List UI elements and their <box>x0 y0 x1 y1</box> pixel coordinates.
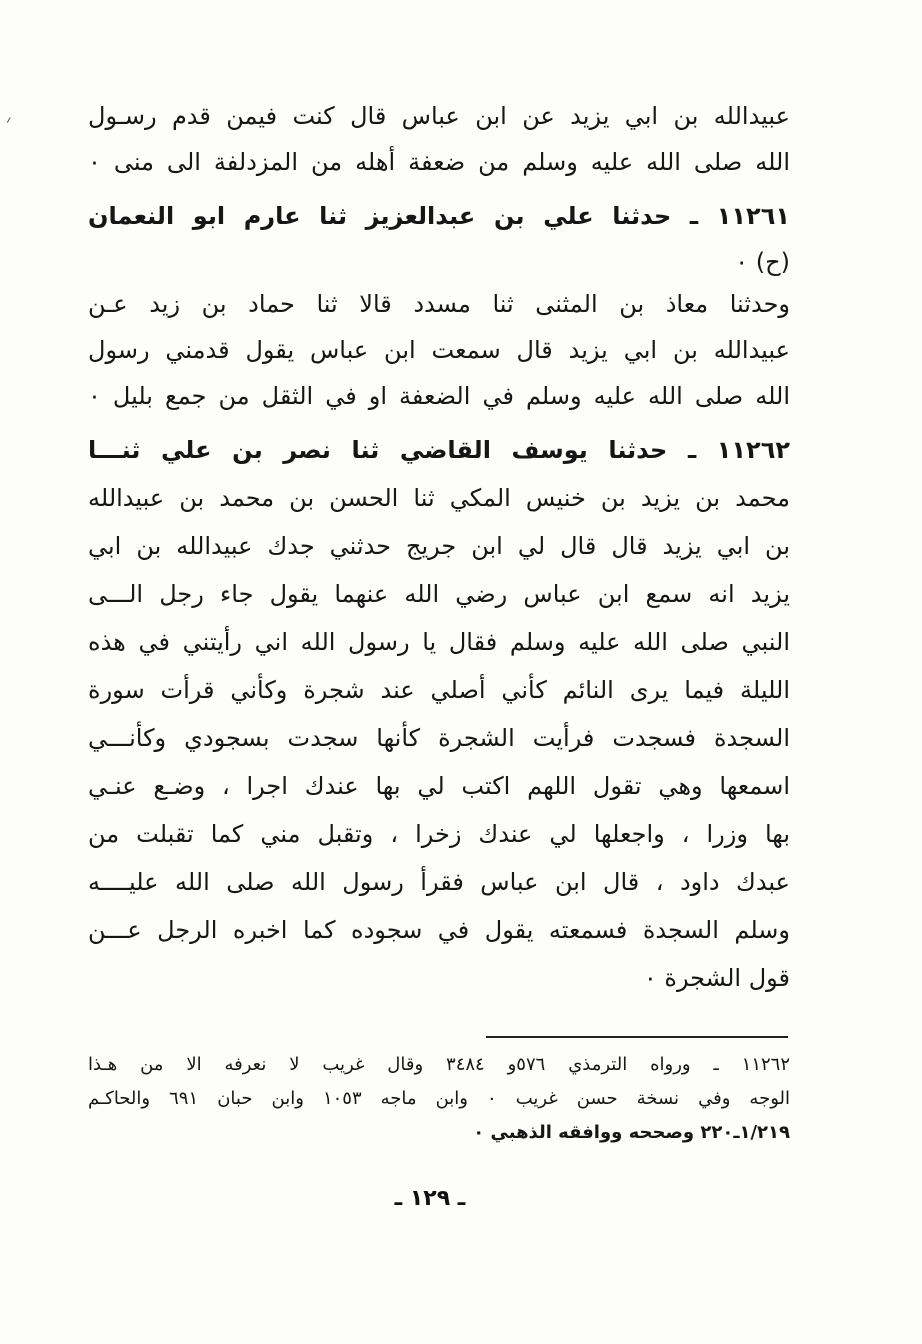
hadith-heading-11261: ١١٢٦١ ـ حدثنا علي بن عبدالعزيز ثنا عارم ابو النعمان <box>88 202 790 230</box>
hadith-body <box>88 96 790 1016</box>
body-line: الله صلى الله عليه وسلم من ضعفة أهله من المزدلفة الى منى ٠ <box>88 148 790 176</box>
body-line: وحدثنا معاذ بن المثنى ثنا مسدد قالا ثنا حماد بن زيد عـن <box>88 290 790 318</box>
footnote-line: ١١٢٦٢ ـ ورواه الترمذي ٥٧٦و ٣٤٨٤ وقال غريب لا نعرفه الا من هـذا <box>88 1054 790 1075</box>
footnotes <box>88 1050 790 1150</box>
body-line: يزيد انه سمع ابن عباس رضي الله عنهما يقول جاء رجل الـــى <box>88 580 790 608</box>
page-number: ـ ١٢٩ ـ <box>394 1186 466 1211</box>
body-line: بن ابي يزيد قال قال لي ابن جريج حدثني جدك عبيدالله بن ابي <box>88 532 790 560</box>
body-line: (ح) ٠ <box>735 248 790 276</box>
footnote-line: الوجه وفي نسخة حسن غريب ٠ وابن ماجه ١٠٥٣ وابن حبان ٦٩١ والحاكـم <box>88 1088 790 1109</box>
footnote-line: ١/٢١٩ـ٢٢٠ وصححه ووافقه الذهبي ٠ <box>473 1122 790 1143</box>
footnote-divider <box>486 1036 788 1038</box>
body-line: الله صلى الله عليه وسلم في الضعفة او في الثقل من جمع بليل ٠ <box>88 382 790 410</box>
body-line: عبدك داود ، قال ابن عباس فقرأ رسول الله صلى الله عليــــه <box>88 868 790 896</box>
body-line: وسلم السجدة فسمعته يقول في سجوده كما اخبره الرجل عـــن <box>88 916 790 944</box>
body-line: عبيدالله بن ابي يزيد قال سمعت ابن عباس يقول قدمني رسول <box>88 336 790 364</box>
margin-speck <box>7 117 14 125</box>
body-line: قول الشجرة ٠ <box>643 964 790 992</box>
body-line: بها وزرا ، واجعلها لي عندك زخرا ، وتقبل مني كما تقبلت من <box>88 820 790 848</box>
body-line: اسمعها وهي تقول اللهم اكتب لي بها عندك اجرا ، وضـع عنـي <box>88 772 790 800</box>
body-line: محمد بن يزيد بن خنيس المكي ثنا الحسن بن محمد بن عبيدالله <box>88 484 790 512</box>
body-line: النبي صلى الله عليه وسلم فقال يا رسول الله اني رأيتني في هذه <box>88 628 790 656</box>
body-line: الليلة فيما يرى النائم كأني أصلي عند شجرة وكأني قرأت سورة <box>88 676 790 704</box>
body-line: عبيدالله بن ابي يزيد عن ابن عباس قال كنت فيمن قدم رسـول <box>88 102 790 130</box>
body-line: السجدة فسجدت فرأيت الشجرة كأنها سجدت بسجودي وكأنـــي <box>88 724 790 752</box>
hadith-heading-11262: ١١٢٦٢ ـ حدثنا يوسف القاضي ثنا نصر بن علي ثنـــا <box>88 436 790 464</box>
